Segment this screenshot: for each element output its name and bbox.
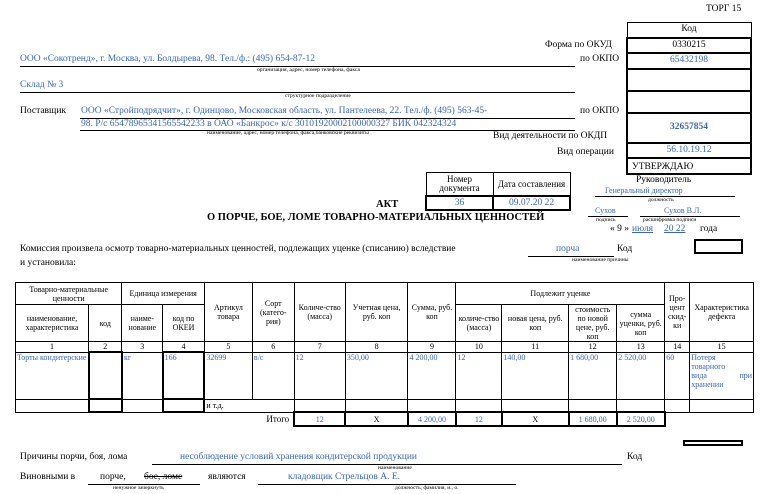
- row-defect-word: вида: [691, 370, 707, 380]
- row-defect-line-3: [691, 371, 752, 380]
- approval-position-caption: должность: [648, 197, 674, 203]
- col-number: 2: [89, 342, 122, 353]
- total-new-cost: 1 680,00: [569, 412, 617, 426]
- h-md-sum: сумма уценки, руб. коп: [617, 305, 665, 342]
- total-new-price: Х: [502, 412, 569, 426]
- etc-cell: [665, 399, 690, 412]
- causes-label: Причины порчи, боя, лома: [20, 452, 128, 462]
- etc-label: и т.д.: [204, 399, 294, 412]
- etc-cell: [345, 399, 408, 412]
- total-price: Х: [345, 412, 408, 426]
- etc-cell: [617, 399, 665, 412]
- supplier-okpo-label: по ОКПО: [580, 106, 620, 116]
- okpo-code: 65432198: [627, 53, 751, 69]
- etc-cell: [16, 399, 89, 412]
- supplier-okpo-code: 32657854: [627, 113, 751, 143]
- okud-code: 0330215: [627, 38, 751, 54]
- row-sum: 4 200,00: [408, 352, 456, 399]
- causes-code-box: [683, 440, 743, 446]
- approval-year: 20 22: [664, 224, 686, 234]
- empty-code-2: [627, 91, 751, 113]
- col-number: 4: [163, 342, 205, 353]
- goods-table: [15, 282, 754, 427]
- h-loss: Про-цент скид-ки: [665, 283, 690, 342]
- department-name: Склад № 3: [20, 80, 64, 90]
- h-qty: Количе-ство (масса): [294, 283, 345, 342]
- act-subtitle: О ПОРЧЕ, БОЕ, ЛОМЕ ТОВАРНО-МАТЕРИАЛЬНЫХ ЦЕННОСТЕЙ: [207, 212, 545, 223]
- row-code: [89, 352, 122, 399]
- etc-cell: [294, 399, 345, 412]
- approval-decoding-caption: расшифровка подписи: [643, 217, 697, 223]
- doc-date: 09.07.20 22: [493, 196, 570, 210]
- row-defect: [690, 352, 754, 399]
- row-md-sum: 2 520,00: [617, 352, 665, 399]
- col-number: 7: [294, 342, 345, 353]
- row-defect-line: хранении: [691, 379, 724, 389]
- row-qty: 12: [294, 352, 345, 399]
- culprits-caption: должность, фамилия, и., о.: [395, 485, 459, 491]
- codes-header: Код: [627, 23, 751, 38]
- approval-year-suffix: года: [700, 224, 718, 234]
- h-md-qty: количе-ство (масса): [456, 305, 502, 342]
- row-defect-line: Потеря: [691, 352, 716, 362]
- h-sum: Сумма, руб. коп: [408, 283, 456, 342]
- supplier-line-1: ООО «Стройподрядчит», г. Одинцово, Московская область, ул. Пантелеева, 22. Тел./ф. (495) 563-45-: [81, 106, 488, 116]
- col-number: 14: [665, 342, 690, 353]
- etc-cell: [122, 399, 163, 412]
- commission-established: и установила:: [20, 258, 76, 268]
- etc-cell: [569, 399, 617, 412]
- row-defect-line: товарного: [691, 361, 726, 371]
- causes-caption: наименование: [378, 465, 412, 471]
- approval-month: июля: [632, 224, 654, 234]
- document-table: [425, 172, 571, 211]
- row-defect-word: при: [739, 370, 752, 380]
- okdp-label: Вид деятельности по ОКДП: [493, 131, 608, 141]
- organization-caption: организация, адрес, номер телефона, факса: [257, 67, 361, 73]
- col-number: 1: [16, 342, 89, 353]
- h-name: наименование, характеристика: [16, 305, 89, 342]
- form-id: ТОРГ 15: [706, 4, 742, 14]
- act-title: АКТ: [376, 199, 399, 210]
- doc-number: 36: [426, 196, 493, 210]
- commission-reason-caption: наименование причины: [572, 257, 629, 263]
- supplier-caption: наименование, адрес, номер телефона, факса,банковские реквизиты: [207, 130, 369, 136]
- col-number: 12: [569, 342, 617, 353]
- total-sum: 4 200,00: [408, 412, 456, 426]
- okpo-label: по ОКПО: [580, 54, 620, 64]
- h-price: Учетная цена, руб. коп: [345, 283, 408, 342]
- etc-cell: [456, 399, 502, 412]
- culprits-verb: являются: [208, 472, 246, 482]
- col-number: 11: [502, 342, 569, 353]
- row-loss: 60: [665, 352, 690, 399]
- table-row: [16, 352, 754, 399]
- row-name: Торты кондитерские: [16, 352, 89, 399]
- commission-code-label: Код: [617, 244, 633, 254]
- row-new-cost: 1 680,00: [569, 352, 617, 399]
- row-grade: в/с: [252, 352, 294, 399]
- total-qty: 12: [294, 412, 345, 426]
- h-new-cost: стоимость по новой цене, руб. коп: [569, 305, 617, 342]
- etc-cell: [163, 399, 205, 412]
- h-okei: код по ОКЕИ: [163, 305, 205, 342]
- h-unit: Единица измерения: [122, 283, 204, 305]
- row-unit: кг: [122, 352, 163, 399]
- approval-position: Генеральный директор: [605, 186, 683, 195]
- h-grade: Сорт (катего-рия): [252, 283, 294, 342]
- total-label: Итого: [266, 414, 290, 424]
- causes-code-label: Код: [627, 452, 643, 462]
- approval-signature-caption: подпись: [596, 217, 616, 223]
- okud-label: Форма по ОКУД: [545, 40, 612, 50]
- col-number: 5: [204, 342, 252, 353]
- col-number: 10: [456, 342, 502, 353]
- department-caption: структурное подразделение: [285, 93, 351, 99]
- h-unit-name: наиме-нование: [122, 305, 163, 342]
- organization-name: ООО «Сокотренд», г. Москва, ул. Болдырева, 98. Тел./ф.: (495) 654-87-12: [20, 54, 316, 64]
- empty-code-1: [627, 69, 751, 91]
- col-number: 13: [617, 342, 665, 353]
- row-new-price: 140,00: [502, 352, 569, 399]
- col-number: 6: [252, 342, 294, 353]
- culprits-option-2: бое, ломе: [144, 472, 183, 482]
- causes-value: несоблюдение условий хранения кондитерской продукции: [180, 452, 418, 462]
- col-number: 15: [690, 342, 754, 353]
- etc-cell: [408, 399, 456, 412]
- approval-decoding: Сухов В.Л.: [664, 206, 702, 215]
- culprits-value: кладовщик Стрельцов А. Е.: [288, 472, 401, 482]
- doc-date-header: Дата составления: [493, 173, 570, 197]
- total-md-qty: 12: [456, 412, 502, 426]
- h-markdown: Подлежит уценке: [456, 283, 665, 305]
- h-defect: Характеристика дефекта: [690, 283, 754, 342]
- supplier-label: Поставщик: [20, 106, 67, 116]
- h-new-price: новая цена, руб. коп: [502, 305, 569, 342]
- etc-cell: [89, 399, 122, 412]
- operation-label: Вид операции: [557, 147, 614, 157]
- total-empty: [665, 412, 754, 426]
- row-md-qty: 12: [456, 352, 502, 399]
- etc-cell: [502, 399, 569, 412]
- okdp-code: 56.10.19.12: [627, 143, 751, 159]
- commission-text: Комиссия произвела осмотр товарно-материальных ценностей, подлежащих уценке (списанию) вследствие: [20, 244, 456, 254]
- approval-signature: Сухов: [595, 206, 616, 215]
- col-number: 3: [122, 342, 163, 353]
- culprits-underline: [258, 484, 516, 485]
- row-okei: 166: [163, 352, 205, 399]
- column-numbers-row: [16, 342, 754, 353]
- total-md-sum: 2 520,00: [617, 412, 665, 426]
- culprits-option-caption: ненужное зачеркнуть: [113, 485, 164, 491]
- commission-code-box: [694, 239, 743, 254]
- row-article: 32699: [204, 352, 252, 399]
- etc-cell: [690, 399, 754, 412]
- approval-day: « 9 »: [610, 224, 629, 234]
- total-row: [16, 412, 754, 426]
- culprits-option-1: порче,: [100, 472, 126, 482]
- commission-reason: порча: [556, 244, 580, 254]
- approval-role: Руководитель: [636, 175, 692, 185]
- row-price: 350,00: [345, 352, 408, 399]
- approval-title: УТВЕРЖДАЮ: [632, 162, 694, 172]
- col-number: 9: [408, 342, 456, 353]
- h-article: Артикул товара: [204, 283, 252, 342]
- col-number: 8: [345, 342, 408, 353]
- doc-number-header: Номер документа: [426, 173, 493, 197]
- codes-table: [626, 22, 752, 175]
- culprits-label: Виновными в: [20, 472, 76, 482]
- h-goods: Товарно-материальные ценности: [16, 283, 122, 305]
- h-code: код: [89, 305, 122, 342]
- supplier-line-2: 98. Р/с 65478965341565542233 в ОАО «Банкрос» к/с 30101920002100000327 БИК 042324324: [81, 119, 457, 129]
- etc-row: [16, 399, 754, 412]
